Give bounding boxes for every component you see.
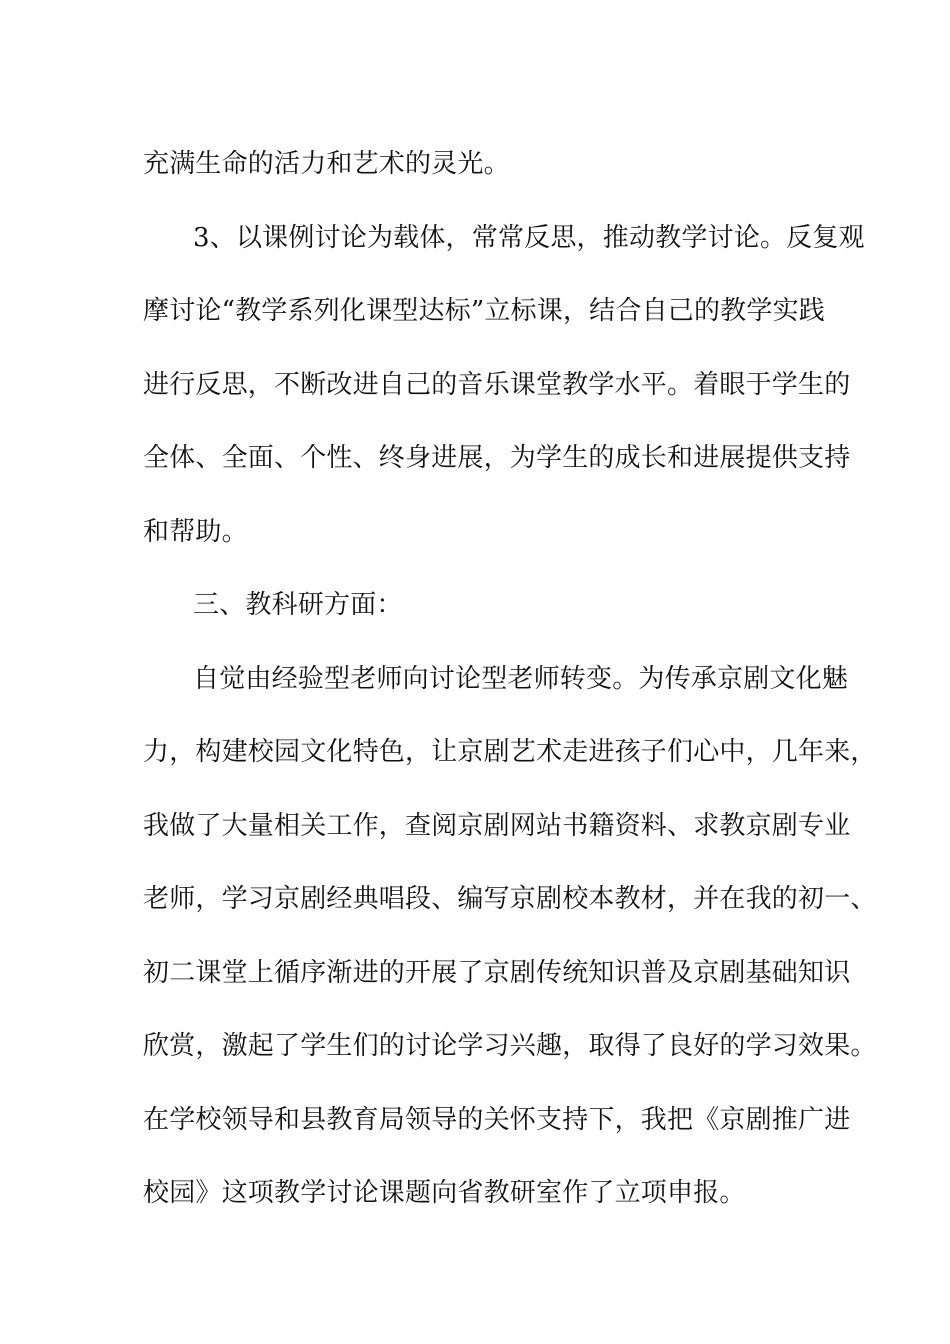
text-line: 老师，学习京剧经典唱段、编写京剧校本教材，并在我的初一、 [143, 884, 877, 914]
text-line: 在学校领导和县教育局领导的关怀支持下，我把《京剧推广进 [143, 1104, 851, 1135]
text-line: 进行反思，不断改进自己的音乐课堂教学水平。着眼于学生的 [143, 369, 851, 400]
section-heading: 三、教科研方面： [193, 590, 403, 620]
text-line: 欣赏，激起了学生们的讨论学习兴趣，取得了良好的学习效果。 [143, 1031, 877, 1061]
text-line: 校园》这项教学讨论课题向省教研室作了立项申报。 [143, 1178, 746, 1208]
text-line: 全体、全面、个性、终身进展，为学生的成长和进展提供支持 [143, 443, 851, 473]
text-line: 初二课堂上循序渐进的开展了京剧传统知识普及京剧基础知识 [143, 957, 851, 988]
document-body [143, 128, 877, 1231]
text-line: 我做了大量相关工作，查阅京剧网站书籍资料、求教京剧专业 [143, 810, 851, 841]
text-line: 和帮助。 [143, 516, 248, 547]
text-line: 自觉由经验型老师向讨论型老师转变。为传承京剧文化魅 [193, 663, 849, 694]
text-line: 力，构建校园文化特色，让京剧艺术走进孩子们心中，几年来， [143, 737, 877, 767]
text-line: 充满生命的活力和艺术的灵光。 [143, 149, 510, 179]
text-line: 摩讨论“教学系列化课型达标”立标课，结合自己的教学实践 [143, 296, 825, 326]
text-line: 3、以课例讨论为载体，常常反思，推动教学讨论。反复观 [193, 222, 865, 253]
